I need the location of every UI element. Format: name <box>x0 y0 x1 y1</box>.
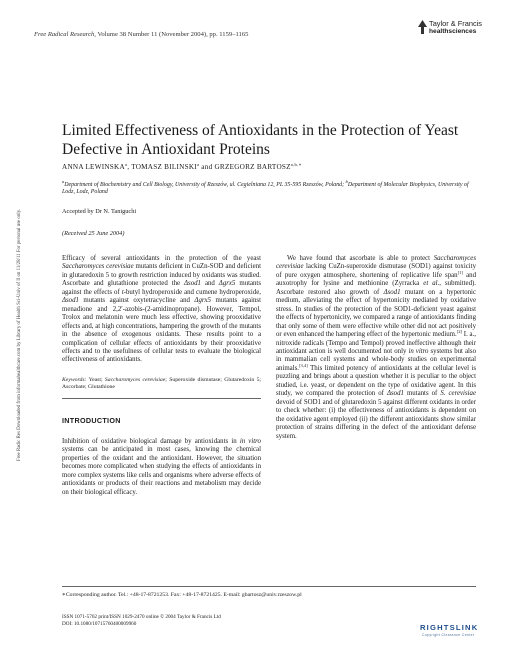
keywords: Keywords: Yeast; Saccharomyces cerevisiae; Superoxide dismutase; Glutaredoxin 5; Ascorbate; Glutathione <box>62 376 261 391</box>
publisher-sub: healthsciences <box>429 28 477 35</box>
rightslink-text: RIGHTSLINK <box>420 623 479 632</box>
right-column <box>276 255 476 441</box>
affil-b: Department of Molecular Biophysics, University of Lodz, Lodz, Poland <box>62 182 469 196</box>
author-1: ANNA LEWINSKA <box>62 163 125 171</box>
rightslink-tagline: Copyright Clearance Center <box>422 633 475 637</box>
accepted-by: Accepted by Dr N. Taniguchi <box>62 208 137 215</box>
abstract: Efficacy of several antioxidants in the protection of the yeast Saccharomyces cerevisiae mutants deficient in CuZn-SOD and deficient in glutaredoxin 5 to growth restriction induced by oxidants was studied. Ascorbate and glutathione protected the Δsod1 and Δgrx5 mutants against the effects of t-butyl hydroperoxide and cumene hydroperoxide, Δsod1 mutants against oxytetracycline and Δgrx5 mutants against menadione and 2,2′-azobis-(2-amidinopropane). However, Tempol, Trolox and melatonin were much less effective, showing prooxidative effects and, at high concentrations, hampering the growth of the mutants in the absence of exogenous oxidants. These results point to a complication of cellular effects of antioxidants by their prooxidative effects and to the usefulness of cellular tests to evaluate the biological effectiveness of antioxidants. <box>62 255 261 364</box>
left-column <box>62 255 261 391</box>
affil-a: Department of Biochemistry and Cell Biology, University of Rzeszów, ul. Cegielniana 12, PL 35-595 Rzeszów, Poland; <box>64 182 346 188</box>
publisher-name: Taylor & Francis <box>429 19 482 28</box>
author-1-affil: a <box>124 162 128 167</box>
author-list <box>62 163 302 171</box>
introduction-paragraph: Inhibition of oxidative biological damage by antioxidants in in vitro systems can be anticipated in most cases, knowing the chemical properties of the oxidant and the antioxidant. However, the situation becomes more complicated when studying the effects of antioxidants in more complex systems like cells and organisms where adverse effects of antioxidants or products of their reactions and metabolism may decide on their biological efficacy. <box>62 438 261 496</box>
received-date: (Received 25 June 2004) <box>62 230 125 237</box>
journal-name: Free Radical Research <box>34 31 95 38</box>
article-title: Limited Effectiveness of Antioxidants in the Protection of Yeast Defective in Antioxidant Proteins <box>62 122 459 158</box>
right-column-paragraph: We have found that ascorbate is able to protect Saccharomyces cerevisiae lacking CuZn-superoxide dismutase (SOD1) against toxicity of pure oxygen atmosphere, shortening of replicative life span[1] and auxotrophy for lysine and methionine (Zyrracka et al., submitted). Ascorbate restored also growth of Δsod1 mutant on a hypertonic medium, alleviating the effect of hypertonicity mediated by oxidative stress. In studies of the protection of the SOD1-deficient yeast against the effects of hypertonicity, we compared a range of antioxidants finding that only some of them were effective while other did not act positively or even enhanced the hampering effect of the hypertonic medium.[2] I. a., nitroxide radicals (Tempo and Tempol) proved ineffective although their antioxidant action is well documented not only in vitro systems but also in mammalian cell systems and whole-body studies on experimental animals.[3,4] This limited potency of antioxidants at the cellular level is puzzling and brings about a question whether it is peculiar to the object studied, i.e. yeast, or dependent on the type of oxidative agent. In this study, we compared the protection of Δsod1 mutants of S. cerevisiae devoid of SOD1 and of glutaredoxin 5 against different oxidants in order to check whether: (i) the effectiveness of antioxidants is dependent on the oxidative agent employed (ii) the different antioxidants show similar protection of strains differing in the defect of the antioxidant defense system. <box>276 255 477 440</box>
doi-line: DOI: 10.1080/10715760400009960 <box>62 620 137 627</box>
affiliations <box>62 179 482 196</box>
abstract-divider <box>62 398 261 399</box>
author-2: , TOMASZ BILINSKI <box>127 163 197 171</box>
author-3: and GRZEGORZ BARTOSZ <box>199 163 291 171</box>
affil-b-label: b <box>345 179 348 184</box>
issn-block <box>62 614 221 627</box>
download-sidebar <box>8 125 32 545</box>
rightslink-logo[interactable] <box>420 623 498 639</box>
journal-details: , Volume 38 Number 11 (November 2004), pp. 1159–1165 <box>94 31 249 38</box>
affil-a-label: a <box>62 179 65 184</box>
publisher-logo[interactable] <box>418 18 498 38</box>
publisher-mark-icon <box>418 20 427 34</box>
footnote-divider <box>62 586 476 587</box>
author-2-affil: a <box>196 162 200 167</box>
corresponding-author-footnote: ∗Corresponding author. Tel.: +48-17-8721253. Fax: +48-17-8721425. E-mail: gbartosz@univ.rzeszow.pl <box>62 592 302 598</box>
download-note: Free Radic Res Downloaded from informahealthcare.com by Library of Health Sci-Univ of Il on 11/28/11 For personal use only. <box>16 209 22 461</box>
author-3-affil: a,b,∗ <box>290 162 302 167</box>
section-heading-introduction: INTRODUCTION <box>62 416 121 425</box>
journal-citation <box>34 31 248 38</box>
issn-line: ISSN 1071-5762 print/ISSN 1029-2470 online © 2004 Taylor & Francis Ltd <box>62 614 221 620</box>
